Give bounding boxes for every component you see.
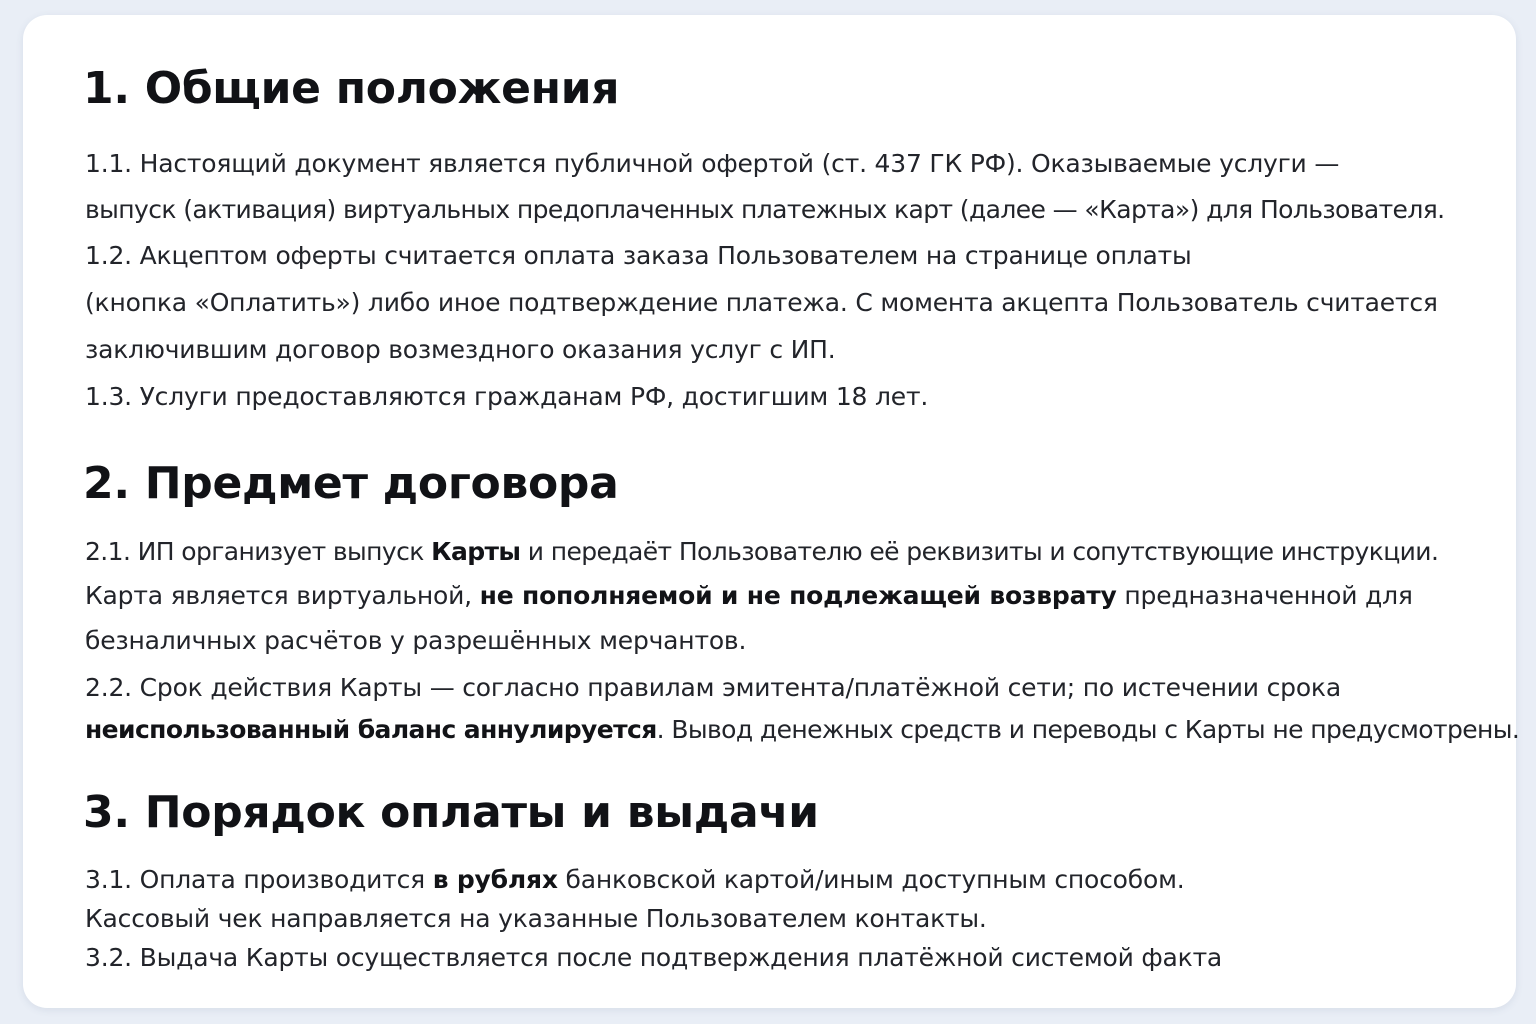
clause-2-1-line-3: безналичных расчётов у разрешённых мерчантов. [85,626,747,655]
clause-1-3-line-1: 1.3. Услуги предоставляются гражданам РФ, достигшим 18 лет. [85,382,929,411]
section-2-title: 2. Предмет договора [83,458,619,509]
document-card [23,15,1520,1008]
emphasis-non-refundable: не пополняемой и не подлежащей возврату [479,581,1117,610]
clause-3-1-line-2: Кассовый чек направляется на указанные Пользователем контакты. [85,904,987,933]
clause-2-2-line-1: 2.2. Срок действия Карты — согласно правилам эмитента/платёжной сети; по истечении срока [85,673,1341,702]
section-1-title: 1. Общие положения [83,63,620,114]
clause-2-2-line-2: неиспользованный баланс аннулируется. Вывод денежных средств и переводы с Карты не предусмотрены. [85,715,1520,744]
clause-1-1-line-2: выпуск (активация) виртуальных предоплаченных платежных карт (далее — «Карта») для Пользователя. [85,195,1445,224]
emphasis-balance-annulled: неиспользованный баланс аннулируется [85,715,657,744]
clause-1-2-line-3: заключившим договор возмездного оказания услуг с ИП. [85,335,836,364]
clause-2-1-line-2: Карта является виртуальной, не пополняемой и не подлежащей возврату предназначенной для [85,581,1413,610]
clause-3-2-line-1: 3.2. Выдача Карты осуществляется после подтверждения платёжной системой факта [85,943,1223,972]
clause-3-1-line-1: 3.1. Оплата производится в рублях банковской картой/иным доступным способом. [85,865,1185,894]
emphasis-card: Карты [431,537,521,566]
emphasis-rubles: в рублях [432,865,558,894]
clause-1-2-line-1: 1.2. Акцептом оферты считается оплата заказа Пользователем на странице оплаты [85,241,1192,270]
section-3-title: 3. Порядок оплаты и выдачи [83,787,819,838]
clause-1-1-line-1: 1.1. Настоящий документ является публичной офертой (ст. 437 ГК РФ). Оказываемые услуги — [85,149,1340,178]
clause-2-1-line-1: 2.1. ИП организует выпуск Карты и передаёт Пользователю её реквизиты и сопутствующие инструкции. [85,537,1439,566]
clause-1-2-line-2: (кнопка «Оплатить») либо иное подтверждение платежа. С момента акцепта Пользователь считается [85,288,1438,317]
